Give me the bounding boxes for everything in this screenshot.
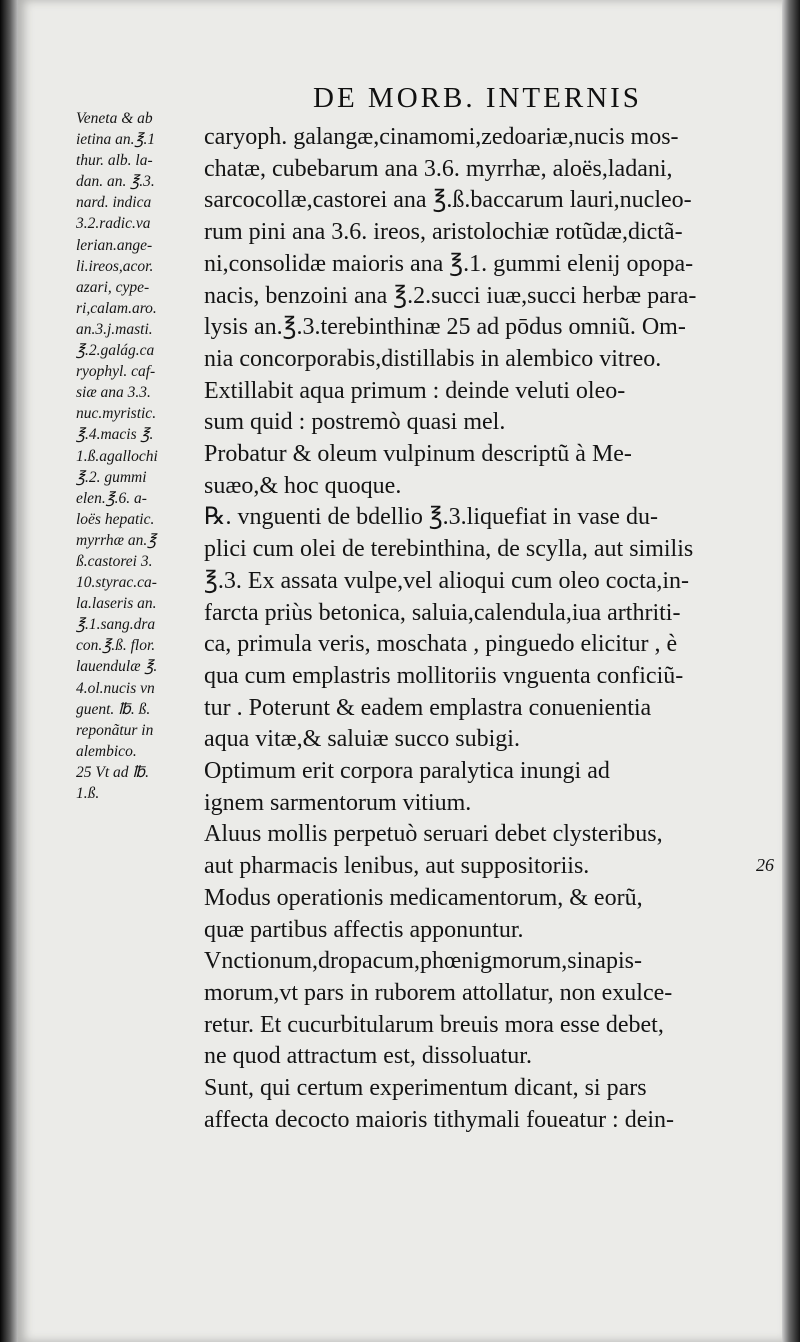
body-text-line: morum,vt pars in ruborem attollatur, non exulce- <box>204 979 673 1006</box>
body-text-line: aqua vitæ,& saluiæ succo subigi. <box>204 726 520 753</box>
body-text-line: rum pini ana 3.6. ireos, aristolochiæ rotũdæ,dictã- <box>204 219 683 246</box>
body-text-line: ignem sarmentorum vitium. <box>204 789 472 816</box>
body-text-line: retur. Et cucurbitularum breuis mora esse debet, <box>204 1011 664 1038</box>
margin-note-line: li.ireos,acor. <box>76 257 154 275</box>
margin-note <box>76 108 208 804</box>
body-text-line: farcta priùs betonica, saluia,calendula,iua arthriti- <box>204 599 681 626</box>
body-text-line: Optimum erit corpora paralytica inungi ad <box>204 758 610 785</box>
body-text-line: affecta decocto maioris tithymali foueatur : dein- <box>204 1106 675 1133</box>
body-text-line: quæ partibus affectis apponuntur. <box>204 916 524 943</box>
marginal-number: 26 <box>756 855 774 875</box>
margin-note-line: ietina an.℥.1 <box>76 131 156 149</box>
margin-note-line: ri,calam.aro. <box>76 299 157 317</box>
body-text-line: ca, primula veris, moschata , pinguedo elicitur , è <box>204 631 678 658</box>
margin-note-line: 25 Vt ad ℔. <box>76 763 149 781</box>
body-text-line: caryoph. galangæ,cinamomi,zedoariæ,nucis mos- <box>204 124 679 150</box>
body-text-line: Modus operationis medicamentorum, & eorũ, <box>204 884 643 911</box>
margin-note-line: myrrhæ an.℥ <box>76 531 157 549</box>
margin-note-line: thur. alb. la- <box>76 152 153 170</box>
body-text-line: ne quod attractum est, dissoluatur. <box>204 1043 532 1070</box>
margin-note-line: ryophyl. caf- <box>76 363 156 381</box>
margin-note-line: ℥.1.sang.dra <box>76 616 156 634</box>
margin-note-line: ℥.2. gummi <box>76 468 147 486</box>
margin-note-line: loës hepatic. <box>76 510 155 528</box>
book-page <box>18 0 782 1342</box>
body-text-line: tur . Poterunt & eadem emplastra conuenientia <box>204 694 652 721</box>
margin-note-line: Veneta & ab <box>76 110 153 127</box>
margin-note-line: ß.castorei 3. <box>76 552 153 570</box>
body-text-line: Aluus mollis perpetuò seruari debet clysteribus, <box>204 821 663 848</box>
margin-note-line: an.3.j.masti. <box>76 320 153 338</box>
margin-note-line: reponãtur in <box>76 721 154 739</box>
body-text-line: suæo,& hoc quoque. <box>204 472 402 499</box>
body-text-line: nacis, benzoini ana ℥.2.succi iuæ,succi herbæ para- <box>204 282 697 309</box>
body-text-line: nia concorporabis,distillabis in alembico vitreo. <box>204 345 662 372</box>
page-edge <box>782 0 800 1342</box>
margin-note-line: 3.2.radic.va <box>76 215 151 233</box>
margin-note-line: la.laseris an. <box>76 595 157 613</box>
margin-note-line: con.℥.ß. flor. <box>76 637 156 655</box>
body-text-line: Sunt, qui certum experimentum dicant, si pars <box>204 1075 647 1102</box>
margin-note-line: alembico. <box>76 742 137 760</box>
margin-note-line: 1.ß.agallochi <box>76 447 158 465</box>
margin-note-line: lerian.ange- <box>76 236 153 254</box>
margin-note-line: ℥.4.macis ℥. <box>76 426 154 444</box>
margin-note-line: siæ ana 3.3. <box>76 384 151 402</box>
body-text-line: Probatur & oleum vulpinum descriptũ à Me- <box>204 441 632 468</box>
margin-note-line: lauendulæ ℥. <box>76 658 158 676</box>
body-text <box>204 122 784 1137</box>
body-text-line: Vnctionum,dropacum,phœnigmorum,sinapis- <box>204 948 642 975</box>
body-text-line: plici cum olei de terebinthina, de scylla, aut similis <box>204 536 694 563</box>
margin-note-line: 1.ß. <box>76 785 100 802</box>
margin-note-line: nuc.myristic. <box>76 405 157 423</box>
body-text-line: ℞. vnguenti de bdellio ℥.3.liquefiat in vase du- <box>204 504 658 531</box>
running-header: DE MORB. INTERNIS <box>313 82 642 114</box>
body-text-line: Extillabit aqua primum : deinde veluti oleo- <box>204 377 626 404</box>
body-text-line: lysis an.℥.3.terebinthinæ 25 ad pōdus omniũ. Om- <box>204 314 686 341</box>
margin-note-line: ℥.2.galág.ca <box>76 342 155 360</box>
margin-note-line: guent. ℔. ß. <box>76 700 151 718</box>
body-text-line: ni,consolidæ maioris ana ℥.1. gummi elenij opopa- <box>204 250 694 277</box>
book-spine <box>0 0 18 1342</box>
margin-note-line: dan. an. ℥.3. <box>76 173 155 191</box>
margin-note-line: 4.ol.nucis vn <box>76 679 155 697</box>
margin-note-line: 10.styrac.ca- <box>76 574 157 592</box>
body-text-line: ℥.3. Ex assata vulpe,vel alioqui cum oleo cocta,in- <box>204 567 690 594</box>
margin-note-line: azari, cype- <box>76 278 150 296</box>
margin-note-line: nard. indica <box>76 194 152 212</box>
body-text-line: qua cum emplastris mollitoriis vnguenta conficiũ- <box>204 662 684 689</box>
body-text-line: sum quid : postremò quasi mel. <box>204 409 506 436</box>
margin-note-line: elen.℥.6. a- <box>76 489 147 507</box>
body-text-line: sarcocollæ,castorei ana ℥.ß.baccarum lauri,nucleo- <box>204 187 692 214</box>
body-text-line: aut pharmacis lenibus, aut suppositoriis. <box>204 853 590 880</box>
body-text-line: chatæ, cubebarum ana 3.6. myrrhæ, aloës,ladani, <box>204 155 673 182</box>
